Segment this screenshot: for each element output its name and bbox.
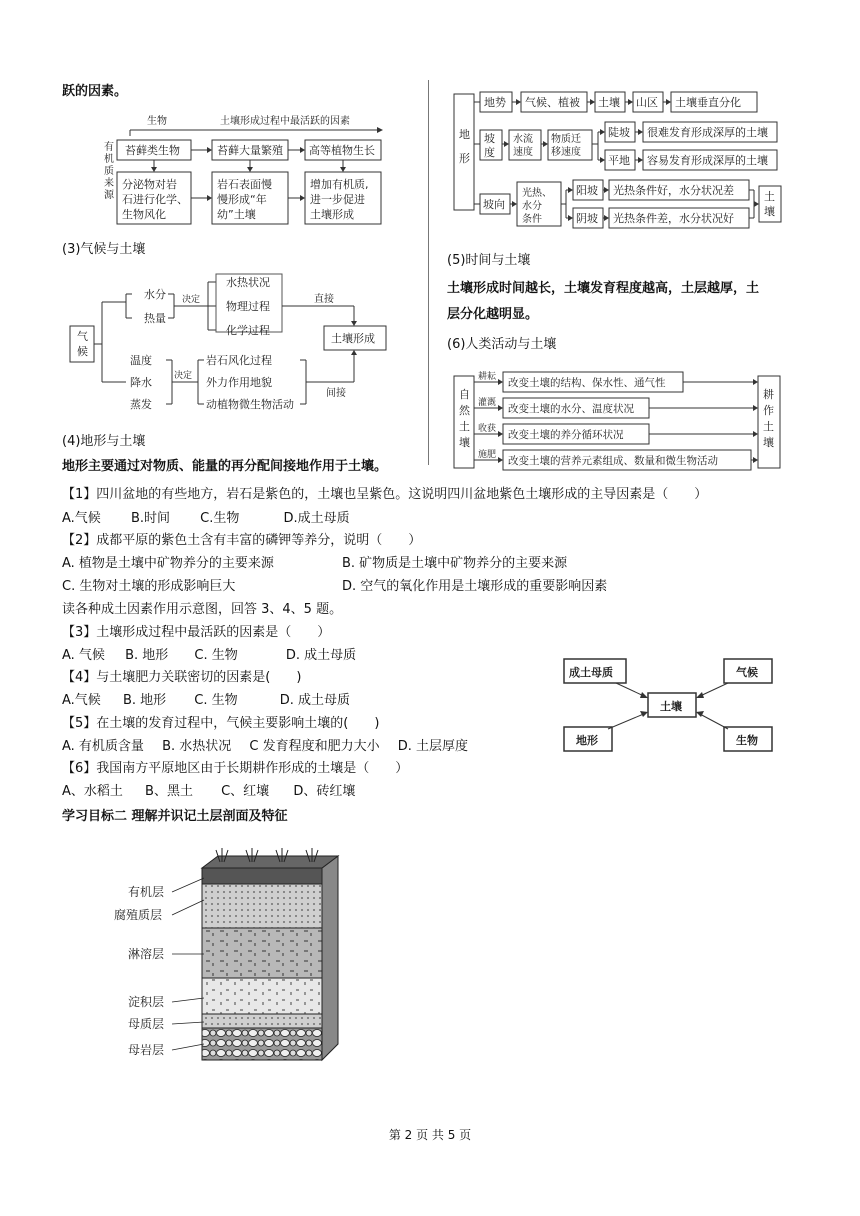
bio-row2-1a: 分泌物对岩: [122, 178, 177, 191]
q5-opt-c: C 发育程度和肥力大小: [249, 739, 380, 754]
time-text-2: 层分化越明显。: [447, 307, 539, 322]
bio-side-label: [104, 140, 115, 201]
terrain-shady: 阴坡: [576, 212, 598, 225]
terrain-lw-a: 光热、: [522, 188, 552, 199]
q1-opt-c: C.生物: [200, 511, 240, 526]
climate-r1: 水热状况: [226, 276, 270, 289]
q6-opt-c: C、红壤: [221, 784, 270, 799]
q1-options: [62, 509, 350, 529]
q5-options: [62, 737, 468, 757]
human-right-b: 作: [763, 404, 774, 417]
climate-l3: 动植物微生物活动: [206, 398, 294, 411]
svg-text:来: 来: [104, 178, 114, 189]
bio-row2-2c: 幼”土壤: [217, 208, 256, 221]
terrain-diagram-aspect: [452, 178, 792, 236]
human-arrowhead-out: [753, 379, 758, 385]
terrain-soil1: 土壤: [598, 96, 620, 109]
q3-opt-b: B. 地形: [125, 648, 169, 663]
q2-opt-b: B. 矿物质是土壤中矿物养分的主要来源: [342, 556, 568, 571]
terrain-root-a: 地: [459, 128, 470, 141]
terrain-lw-c: 条件: [522, 214, 542, 225]
terrain-flat: 平地: [608, 154, 630, 167]
terrain-ws-b: 速度: [513, 147, 533, 158]
terrain-steep: 陡坡: [608, 126, 630, 139]
terrain-slope-a: 坡: [484, 132, 495, 145]
bio-row1-1: 苔藓类生物: [125, 144, 180, 157]
terrain-mig-a: 物质迁: [551, 134, 581, 145]
layer-eluvial: 淋溶层: [128, 947, 165, 961]
human-arrowhead-out: [753, 431, 758, 437]
climate-direct: 直接: [314, 294, 334, 305]
climate-r3: 化学过程: [226, 324, 270, 337]
human-effect-text: 改变土壤的营养元素组成、数量和微生物活动: [508, 455, 718, 467]
heading-climate: (3)气候与土壤: [62, 242, 146, 257]
climate-rain: 降水: [130, 376, 152, 389]
q4-opt-a: A.气候: [62, 693, 101, 708]
question-1: 【1】四川盆地的有些地方，岩石是紫色的，土壤也呈紫色。这说明四川盆地紫色土壤形成的主导因素是（ ）: [62, 487, 708, 502]
human-arrowhead-in: [498, 405, 503, 411]
human-left-c: 土: [459, 420, 470, 433]
time-text-1: 土壤形成时间越长，土壤发育程度越高，土层越厚，土: [447, 281, 760, 296]
climate-l1: 岩石风化过程: [206, 354, 272, 367]
column-divider: [428, 80, 429, 465]
human-effect-text: 改变土壤的水分、温度状况: [508, 403, 634, 415]
q5-opt-a: A. 有机质含量: [62, 739, 144, 754]
bio-row2-3a: 增加有机质,: [310, 178, 369, 191]
climate-decide-upper: 决定: [182, 295, 201, 305]
factor-terrain: 地形: [576, 734, 598, 747]
q2-opt-d: D. 空气的氧化作用是土壤形成的重要影响因素: [342, 579, 608, 594]
q1-opt-b: B.时间: [130, 511, 171, 526]
factor-soil: 土壤: [660, 700, 682, 713]
bio-row2-1c: 生物风化: [122, 208, 166, 221]
terrain-shady-result: 光热条件差，水分状况好: [613, 212, 734, 225]
svg-text:质: 质: [104, 166, 114, 177]
layer-illuvial: 淀积层: [128, 995, 165, 1009]
question-5: 【5】在土壤的发育过程中，气候主要影响土壤的( ): [62, 716, 380, 731]
human-left-a: 自: [459, 388, 470, 401]
bio-row2-1b: 石进行化学、: [122, 193, 188, 206]
q6-options: [62, 782, 355, 802]
layer-humus: 腐殖质层: [114, 908, 163, 922]
human-right-a: 耕: [763, 388, 774, 401]
q4-opt-c: C. 生物: [194, 693, 238, 708]
q2-opt-c: C. 生物对土壤的形成影响巨大: [62, 579, 236, 594]
factor-diagram: [564, 655, 778, 755]
human-effect-text: 改变土壤的养分循环状况: [508, 429, 624, 441]
q3-opt-a: A. 气候: [62, 648, 105, 663]
terrain-steep-result: 很难发育形成深厚的土壤: [647, 126, 768, 139]
q2-opt-a: A. 植物是土壤中矿物养分的主要来源: [62, 556, 274, 571]
q6-opt-a: A、水稻土: [62, 784, 123, 799]
human-effect-text: 改变土壤的结构、保水性、通气性: [508, 377, 666, 389]
question-4: 【4】与土壤肥力关联密切的因素是( ): [62, 670, 302, 685]
biology-diagram: [95, 112, 395, 230]
terrain-mig-b: 移速度: [551, 147, 581, 158]
q4-options: [62, 691, 350, 711]
human-arrowhead-out: [753, 405, 758, 411]
bio-top-right: 土壤形成过程中最活跃的因素: [220, 116, 350, 127]
q3-opt-d: D. 成土母质: [285, 648, 357, 663]
terrain-ws-a: 水流: [513, 134, 533, 145]
q3-opt-c: C. 生物: [194, 648, 238, 663]
svg-text:有: 有: [104, 142, 114, 153]
terrain-soil-a: 土: [764, 190, 775, 203]
factor-climate: 气候: [736, 666, 758, 679]
bio-row2-3b: 进一步促进: [310, 193, 365, 206]
terrain-lw-b: 水分: [522, 201, 542, 212]
human-arrowhead-in: [498, 379, 503, 385]
climate-r2: 物理过程: [226, 300, 270, 313]
bio-row1-2: 苔藓大量繁殖: [217, 144, 283, 157]
goal-2-heading: 学习目标二 理解并识记土层剖面及特征: [62, 809, 288, 824]
terrain-sunny: 阳坡: [576, 184, 598, 197]
q5-opt-d: D. 土层厚度: [397, 739, 469, 754]
question-6: 【6】我国南方平原地区由于长期耕作形成的土壤是（ ）: [62, 761, 409, 776]
q5-opt-b: B. 水热状况: [162, 739, 232, 754]
q1-opt-a: A.气候: [62, 511, 101, 526]
climate-target: 土壤形成: [331, 332, 375, 345]
heading-terrain: (4)地形与土壤: [62, 434, 146, 449]
heading-time: (5)时间与土壤: [447, 253, 531, 268]
climate-root-b: 候: [77, 345, 88, 358]
human-activity-label: 施肥: [478, 450, 497, 460]
layer-organic: 有机层: [128, 885, 165, 899]
human-activity-label: 灌溉: [478, 398, 497, 408]
human-diagram: [452, 366, 782, 472]
human-arrowhead-in: [498, 457, 503, 463]
climate-l2: 外力作用地貌: [206, 376, 272, 389]
climate-evap: 蒸发: [130, 398, 152, 411]
layer-parent: 母质层: [128, 1017, 165, 1031]
terrain-sunny-result: 光热条件好，水分状况差: [613, 184, 734, 197]
bio-row2-2b: 慢形成“年: [217, 193, 267, 206]
terrain-elev: 地势: [484, 96, 506, 109]
terrain-mtn: 山区: [636, 96, 658, 109]
terrain-aspect: 坡向: [483, 198, 505, 211]
terrain-flat-result: 容易发育形成深厚的土壤: [647, 154, 768, 167]
factor-bio: 生物: [736, 734, 758, 747]
question-2: 【2】成都平原的紫色土含有丰富的磷钾等养分，说明（ ）: [62, 533, 422, 548]
human-left-b: 然: [459, 404, 470, 417]
q4-opt-b: B. 地形: [122, 693, 167, 708]
bio-row2-3c: 土壤形成: [310, 208, 354, 221]
climate-heat: 热量: [144, 312, 166, 325]
human-activity-label: 收获: [478, 424, 497, 434]
soil-profile-illustration: [114, 848, 350, 1070]
terrain-clim: 气候、植被: [525, 96, 580, 109]
human-activity-label: 耕耘: [478, 372, 497, 382]
human-right-d: 壤: [763, 436, 774, 449]
heading-human: (6)人类活动与土壤: [447, 337, 557, 352]
q3-options: [62, 646, 356, 666]
terrain-vert: 土壤垂直分化: [675, 96, 741, 109]
human-right-c: 土: [763, 420, 774, 433]
terrain-soil-b: 壤: [764, 205, 775, 218]
climate-decide-lower: 决定: [174, 371, 193, 381]
climate-root-a: 气: [77, 330, 88, 343]
factor-parent: 成土母质: [569, 666, 613, 679]
climate-temp: 温度: [130, 354, 152, 367]
q1-opt-d: D.成土母质: [283, 511, 350, 526]
terrain-text: 地形主要通过对物质、能量的再分配间接地作用于土壤。: [62, 459, 388, 474]
page-footer: 第 2 页 共 5 页: [388, 1128, 472, 1142]
read-instruction: 读各种成土因素作用示意图，回答 3、4、5 题。: [62, 602, 343, 617]
svg-text:机: 机: [104, 154, 114, 165]
bio-row1-3: 高等植物生长: [309, 144, 375, 157]
human-arrowhead-in: [498, 431, 503, 437]
climate-water: 水分: [144, 288, 166, 301]
question-3: 【3】土壤形成过程中最活跃的因素是（ ）: [62, 625, 331, 640]
climate-indirect: 间接: [326, 388, 346, 399]
q6-opt-b: B、黑土: [145, 784, 193, 799]
intro-tail: 跃的因素。: [62, 84, 128, 99]
human-left-d: 壤: [459, 436, 470, 449]
terrain-slope-b: 度: [484, 146, 495, 159]
layer-bedrock: 母岩层: [128, 1043, 165, 1057]
svg-text:源: 源: [104, 190, 114, 201]
climate-diagram: [68, 272, 398, 414]
q6-opt-d: D、砖红壤: [293, 784, 356, 799]
q4-opt-d: D. 成土母质: [279, 693, 351, 708]
bio-top-left: 生物: [147, 116, 167, 127]
bio-row2-2a: 岩石表面慢: [217, 178, 272, 191]
terrain-root-b: 形: [459, 152, 470, 165]
human-arrowhead-out: [753, 457, 758, 463]
